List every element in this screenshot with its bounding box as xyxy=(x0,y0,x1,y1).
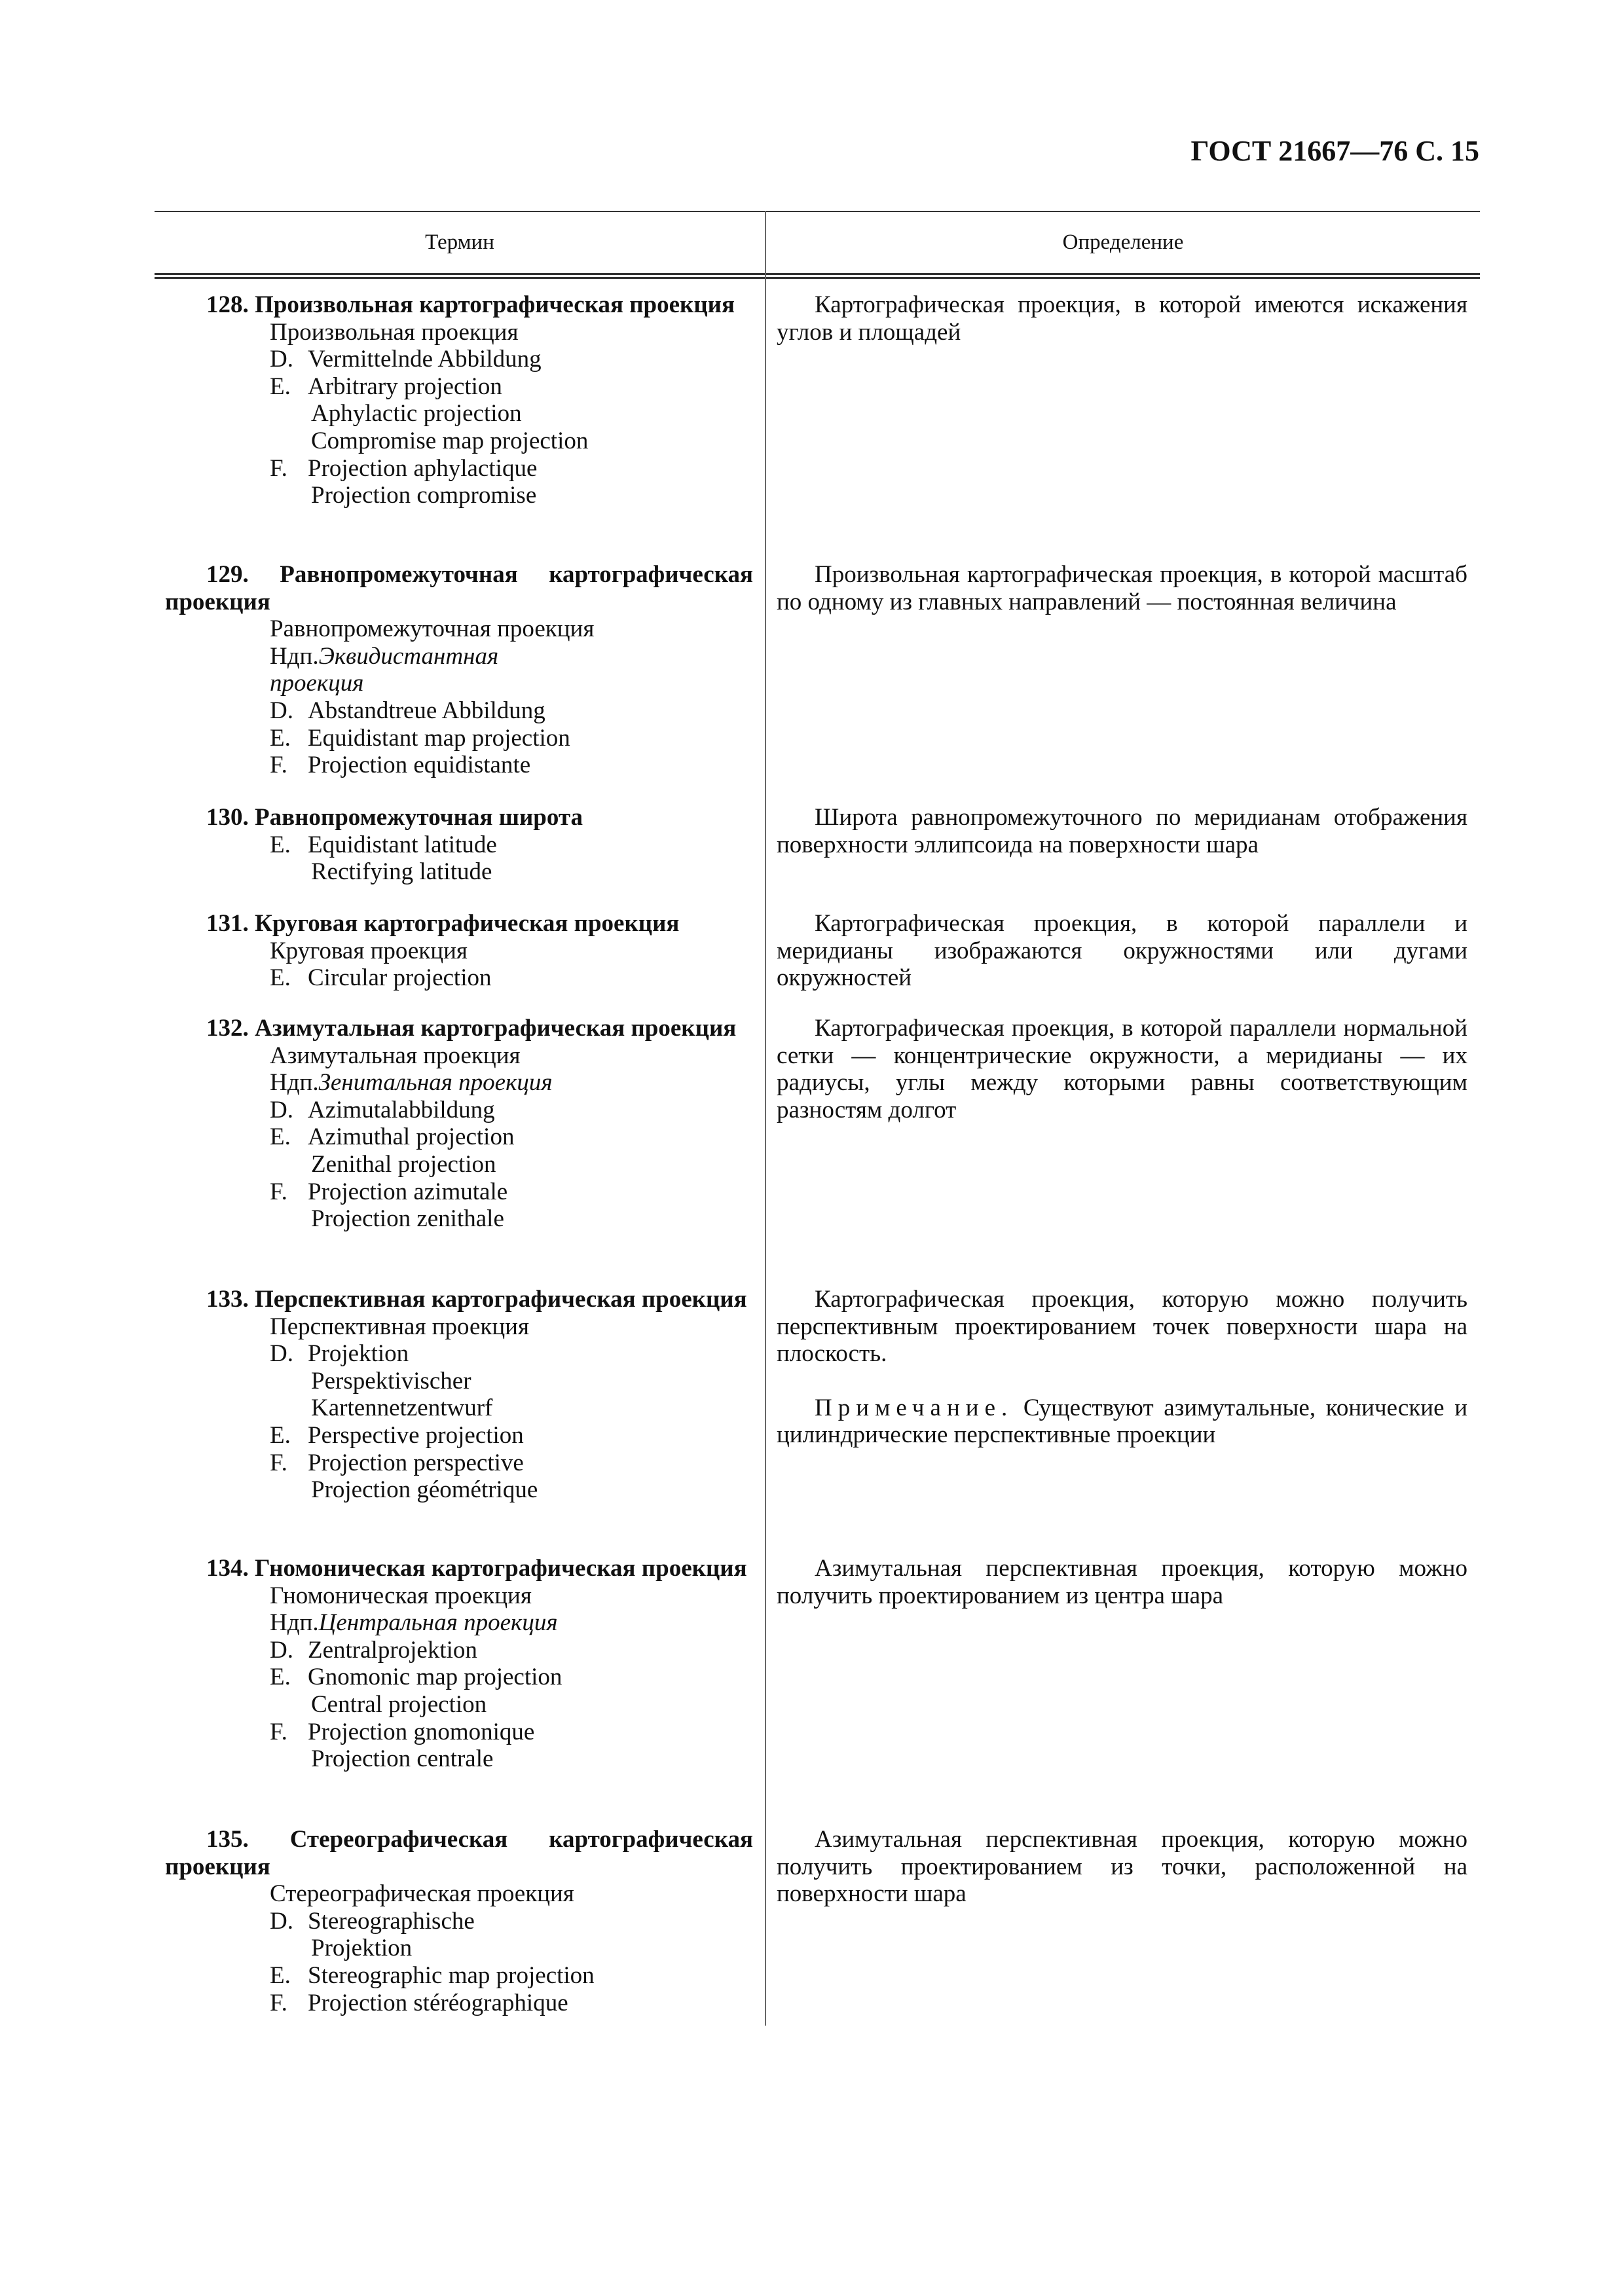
language-prefix: D. xyxy=(270,346,293,373)
definition-cell xyxy=(777,561,1467,615)
term-variant: Equidistant latitude xyxy=(308,831,497,858)
foreign-equivalent xyxy=(165,1178,753,1206)
term-cell xyxy=(165,291,753,509)
foreign-equivalent xyxy=(165,1123,753,1151)
foreign-equivalent xyxy=(165,455,753,483)
term-title: 132. Азимутальная картографическая проекция xyxy=(206,1015,737,1042)
term-cell xyxy=(165,1555,753,1773)
language-prefix: E. xyxy=(270,1421,291,1449)
language-prefix: E. xyxy=(270,831,291,858)
term-variant: Зенитальная проекция xyxy=(318,1069,553,1097)
language-prefix: D. xyxy=(270,1340,293,1368)
term-title: 129. Равнопромежуточная картографическая проекция xyxy=(165,561,753,615)
synonym xyxy=(165,615,753,643)
definition-text: Широта равнопромежуточного по меридианам отображения поверхности эллипсоида на поверхности шара xyxy=(777,804,1467,858)
foreign-equivalent xyxy=(165,1990,753,2017)
term-variant: Projection perspective xyxy=(308,1449,524,1476)
term-variant: Stereographic map projection xyxy=(308,1961,595,1989)
term-variant: Projection stéréographique xyxy=(308,1989,568,2016)
column-divider xyxy=(765,211,766,2026)
synonym xyxy=(165,1582,753,1610)
synonym xyxy=(165,670,753,697)
term-variant: Азимутальная проекция xyxy=(270,1042,521,1069)
definition-text: Азимутальная перспективная проекция, которую можно получить проектированием из центра шара xyxy=(777,1555,1467,1609)
foreign-equivalent xyxy=(165,1368,753,1395)
term-variant: Эквидистантная xyxy=(318,642,499,670)
term-variant: Perspective projection xyxy=(308,1421,524,1449)
language-prefix: F. xyxy=(270,1718,287,1745)
foreign-equivalent xyxy=(165,858,753,886)
language-prefix: E. xyxy=(270,964,291,992)
term-cell xyxy=(165,1826,753,2016)
language-prefix: D. xyxy=(270,1907,293,1935)
language-prefix: E. xyxy=(270,1664,291,1691)
term-title: 131. Круговая картографическая проекция xyxy=(206,910,680,937)
foreign-equivalent xyxy=(165,643,753,670)
term-variant: Projection gnomonique xyxy=(308,1718,535,1745)
definition-cell xyxy=(777,1555,1467,1609)
foreign-equivalent xyxy=(165,1476,753,1504)
definition-cell xyxy=(777,1826,1467,1908)
language-prefix: D. xyxy=(270,1096,293,1123)
term-variant: Arbitrary projection xyxy=(308,373,502,400)
page-header: ГОСТ 21667—76 С. 15 xyxy=(1190,135,1479,167)
definition-cell xyxy=(777,1286,1467,1449)
term-variant: Произвольная проекция xyxy=(270,318,519,346)
language-prefix: D. xyxy=(270,697,293,724)
foreign-equivalent xyxy=(165,1449,753,1477)
foreign-equivalent xyxy=(165,1151,753,1178)
header-double-rule-top xyxy=(155,273,1480,275)
definition-text: Произвольная картографическая проекция, в которой масштаб по одному из главных направлений — постоянная величина xyxy=(777,561,1467,615)
term-variant: Центральная проекция xyxy=(318,1609,558,1637)
term-title: 133. Перспективная картографическая проекция xyxy=(206,1286,747,1313)
term-variant: Равнопромежуточная проекция xyxy=(270,615,595,643)
column-header-definition: Определение xyxy=(1062,230,1184,254)
synonym xyxy=(165,319,753,346)
term-variant: Projektion xyxy=(311,1935,413,1962)
definition-text: Азимутальная перспективная проекция, которую можно получить проектированием из точки, расположенной на поверхности шара xyxy=(777,1826,1467,1908)
language-prefix: E. xyxy=(270,724,291,752)
term-variant: Гномоническая проекция xyxy=(270,1582,532,1609)
term-variant: Circular projection xyxy=(308,964,492,992)
term-variant: Perspektivischer xyxy=(311,1367,471,1394)
foreign-equivalent xyxy=(165,831,753,859)
synonym xyxy=(165,938,753,965)
term-variant: Projektion xyxy=(308,1340,409,1368)
term-variant: Zentralprojektion xyxy=(308,1636,477,1664)
foreign-equivalent xyxy=(165,428,753,455)
term-variant: Rectifying latitude xyxy=(311,858,492,886)
foreign-equivalent xyxy=(165,1935,753,1962)
term-variant: Azimuthal projection xyxy=(308,1123,515,1151)
term-variant: Equidistant map projection xyxy=(308,724,570,752)
table-top-rule xyxy=(155,211,1480,212)
term-variant: Abstandtreue Abbildung xyxy=(308,697,545,724)
term-variant: Central projection xyxy=(311,1690,487,1718)
term-cell xyxy=(165,804,753,886)
foreign-equivalent xyxy=(165,346,753,373)
language-prefix: Ндп. xyxy=(270,1609,319,1637)
term-cell xyxy=(165,1286,753,1504)
term-title: 130. Равнопромежуточная широта xyxy=(206,804,583,831)
column-header-term: Термин xyxy=(425,230,494,254)
term-variant: Projection equidistante xyxy=(308,752,531,779)
term-variant: Круговая проекция xyxy=(270,937,468,964)
language-prefix: F. xyxy=(270,1449,287,1476)
foreign-equivalent xyxy=(165,725,753,752)
term-variant: Azimutalabbildung xyxy=(308,1096,495,1123)
term-title: 134. Гномоническая картографическая проекция xyxy=(206,1555,747,1582)
foreign-equivalent xyxy=(165,1745,753,1773)
header-double-rule-bottom xyxy=(155,277,1480,279)
term-variant: Projection zenithale xyxy=(311,1205,504,1233)
foreign-equivalent xyxy=(165,482,753,509)
foreign-equivalent xyxy=(165,1394,753,1422)
synonym xyxy=(165,1042,753,1070)
definition-cell xyxy=(777,910,1467,992)
definition-text: Картографическая проекция, которую можно получить перспективным проектированием точек поверхности шара на плоскость. xyxy=(777,1286,1467,1368)
term-variant: Vermittelnde Abbildung xyxy=(308,346,542,373)
foreign-equivalent xyxy=(165,1719,753,1746)
definition-text: Картографическая проекция, в которой параллели нормальной сетки — концентрические окружности, а меридианы — их радиусы, углы между которыми равны соответствующим разностям долгот xyxy=(777,1015,1467,1123)
term-cell xyxy=(165,1015,753,1233)
term-variant: Projection centrale xyxy=(311,1745,494,1773)
definition-cell xyxy=(777,804,1467,858)
language-prefix: Ндп. xyxy=(270,1069,319,1097)
term-variant: Projection géométrique xyxy=(311,1476,538,1504)
language-prefix: E. xyxy=(270,1123,291,1151)
foreign-equivalent xyxy=(165,752,753,779)
foreign-equivalent xyxy=(165,1422,753,1449)
term-variant: Aphylactic projection xyxy=(311,400,522,428)
foreign-equivalent xyxy=(165,1637,753,1664)
foreign-equivalent xyxy=(165,1691,753,1719)
language-prefix: F. xyxy=(270,454,287,482)
term-variant: Compromise map projection xyxy=(311,427,589,454)
term-cell xyxy=(165,561,753,779)
term-variant: Projection aphylactique xyxy=(308,454,538,482)
note-label: Примечание. xyxy=(815,1394,1014,1421)
synonym xyxy=(165,1313,753,1341)
term-variant: Projection compromise xyxy=(311,482,537,509)
foreign-equivalent xyxy=(165,697,753,725)
foreign-equivalent xyxy=(165,1340,753,1368)
term-variant: Gnomonic map projection xyxy=(308,1664,562,1691)
foreign-equivalent xyxy=(165,1908,753,1935)
foreign-equivalent xyxy=(165,400,753,428)
term-variant: Стереографическая проекция xyxy=(270,1880,574,1908)
note-text: Существуют азимутальные, конические и цилиндрические перспективные проекции xyxy=(777,1394,1467,1449)
foreign-equivalent xyxy=(165,964,753,992)
term-variant: проекция xyxy=(270,670,364,697)
definition-cell xyxy=(777,1015,1467,1123)
definition-text: Картографическая проекция, в которой имеются искажения углов и площадей xyxy=(777,291,1467,346)
language-prefix: E. xyxy=(270,373,291,400)
term-title: 128. Произвольная картографическая проекция xyxy=(206,291,735,318)
language-prefix: D. xyxy=(270,1636,293,1664)
foreign-equivalent xyxy=(165,373,753,401)
definition-note xyxy=(777,1394,1467,1449)
foreign-equivalent xyxy=(165,1097,753,1124)
language-prefix: F. xyxy=(270,752,287,779)
term-cell xyxy=(165,910,753,992)
foreign-equivalent xyxy=(165,1962,753,1990)
term-title: 135. Стереографическая картографическая проекция xyxy=(165,1826,753,1880)
synonym xyxy=(165,1880,753,1908)
foreign-equivalent xyxy=(165,1205,753,1233)
term-variant: Zenithal projection xyxy=(311,1150,496,1178)
foreign-equivalent xyxy=(165,1664,753,1691)
term-variant: Kartennetzentwurf xyxy=(311,1394,493,1422)
language-prefix: F. xyxy=(270,1178,287,1205)
foreign-equivalent xyxy=(165,1069,753,1097)
language-prefix: F. xyxy=(270,1989,287,2016)
term-variant: Перспективная проекция xyxy=(270,1313,529,1340)
language-prefix: E. xyxy=(270,1961,291,1989)
language-prefix: Ндп. xyxy=(270,642,319,670)
term-variant: Projection azimutale xyxy=(308,1178,508,1205)
term-variant: Stereographische xyxy=(308,1907,475,1935)
foreign-equivalent xyxy=(165,1609,753,1637)
definition-text: Картографическая проекция, в которой параллели и меридианы изображаются окружностями или дугами окружностей xyxy=(777,910,1467,992)
definition-cell xyxy=(777,291,1467,346)
